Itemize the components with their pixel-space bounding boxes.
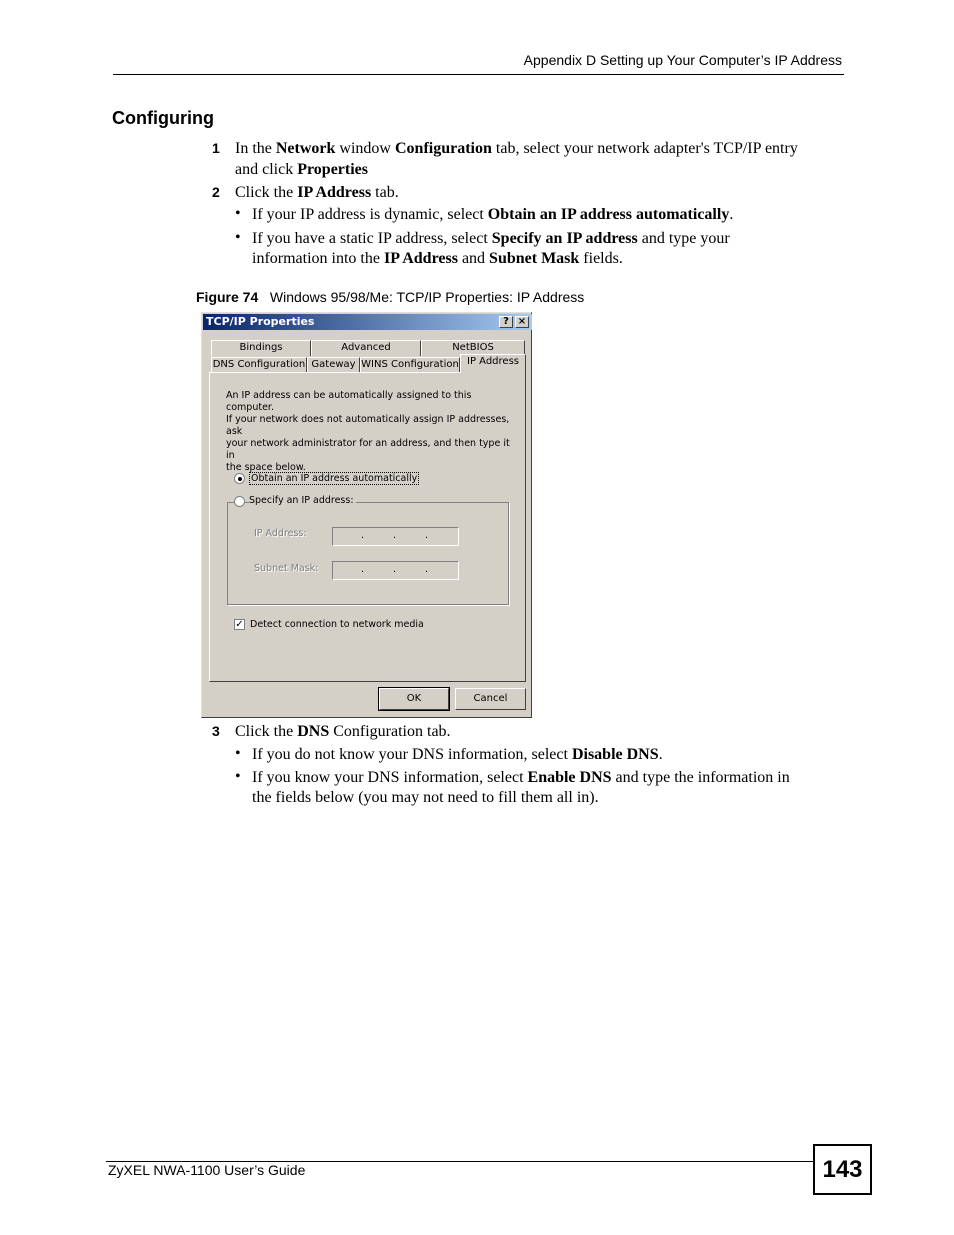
tcpip-properties-dialog (201, 312, 532, 718)
description-line: your network administrator for an address, and then type it in (226, 438, 510, 461)
radio-selected-dot (238, 477, 242, 481)
bullet-item-line-2: the fields below (you may not need to fill them all in). (252, 789, 599, 806)
text: tab. (371, 184, 399, 201)
subnet-mask-label: Subnet Mask: (254, 563, 319, 574)
bold-text: IP Address (297, 184, 372, 201)
bullet-item (252, 229, 730, 249)
text: window (335, 140, 395, 157)
radio-obtain-label[interactable]: Obtain an IP address automatically (251, 473, 418, 484)
subnet-mask-field[interactable] (332, 561, 459, 580)
bullet-marker: • (235, 745, 241, 762)
text: tab, select your network adapter's TCP/IP entry (491, 140, 798, 157)
figure-label: Figure 74 (196, 289, 259, 305)
cancel-button[interactable]: Cancel (455, 688, 526, 710)
bold-text: Network (275, 140, 336, 157)
dialog-title: TCP/IP Properties (206, 315, 315, 328)
header-rule (113, 74, 844, 75)
text: Click the (235, 723, 298, 740)
radio-obtain-ip[interactable] (234, 473, 245, 484)
text: and type the information in (611, 769, 790, 786)
text: If you have a static IP address, select (252, 230, 492, 247)
bold-text: Specify an IP address (491, 230, 638, 247)
help-button[interactable]: ? (499, 316, 513, 328)
text: and click (235, 161, 298, 178)
tab-ip-address[interactable]: IP Address (460, 354, 526, 373)
section-title: Configuring (112, 108, 214, 128)
figure-caption-text: Windows 95/98/Me: TCP/IP Properties: IP Address (269, 289, 585, 305)
text: . (729, 206, 734, 223)
step-number: 3 (212, 723, 220, 739)
specify-ip-groupbox (227, 502, 509, 605)
tab-dns-configuration[interactable]: DNS Configuration (211, 357, 307, 373)
step-1-line-2 (235, 159, 368, 180)
close-button[interactable]: × (515, 316, 529, 328)
detect-media-label[interactable]: Detect connection to network media (250, 619, 424, 630)
ip-address-field[interactable] (332, 527, 459, 546)
text: and (457, 250, 490, 267)
bold-text: Subnet Mask (489, 250, 580, 267)
description-line: If your network does not automatically assign IP addresses, ask (226, 414, 510, 437)
octet-separator: . (393, 530, 397, 541)
octet-separator: . (393, 564, 397, 575)
bold-text: DNS (297, 723, 330, 740)
tab-gateway[interactable]: Gateway (307, 357, 360, 373)
text: If you know your DNS information, select (252, 769, 528, 786)
bold-text: Disable DNS (571, 746, 659, 763)
radio-specify-ip[interactable] (234, 496, 245, 507)
step-3-text (235, 721, 451, 742)
step-2-text (235, 182, 399, 203)
text: Click the (235, 184, 298, 201)
text: fields. (579, 250, 623, 267)
text: In the (235, 140, 276, 157)
bold-text: Configuration (394, 140, 492, 157)
running-header: Appendix D Setting up Your Computer’s IP Address (523, 52, 842, 68)
text: If you do not know your DNS information, select (252, 746, 572, 763)
bold-text: Enable DNS (527, 769, 612, 786)
bullet-item (252, 768, 790, 788)
page-number: 143 (813, 1144, 872, 1195)
bullet-item (252, 745, 663, 765)
figure-caption (196, 289, 584, 305)
tab-wins-configuration[interactable]: WINS Configuration (360, 357, 460, 373)
text: and type your (637, 230, 730, 247)
radio-specify-label[interactable]: Specify an IP address: (249, 495, 354, 506)
bullet-marker: • (235, 205, 241, 222)
step-number: 1 (212, 140, 220, 156)
footer-guide-title: ZyXEL NWA-1100 User’s Guide (108, 1162, 306, 1178)
bullet-item (252, 205, 733, 225)
tab-netbios[interactable]: NetBIOS (421, 340, 525, 356)
tab-bindings[interactable]: Bindings (211, 340, 311, 356)
dialog-description (226, 390, 516, 474)
octet-separator: . (425, 564, 429, 575)
bullet-marker: • (235, 229, 241, 246)
description-line: An IP address can be automatically assigned to this computer. (226, 390, 472, 413)
ok-button[interactable]: OK (379, 688, 449, 710)
ip-address-label: IP Address: (254, 528, 307, 539)
bold-text: IP Address (383, 250, 458, 267)
tab-advanced[interactable]: Advanced (311, 340, 421, 356)
text: . (658, 746, 663, 763)
bold-text: Properties (297, 161, 368, 178)
description-line: the space below. (226, 462, 306, 473)
step-number: 2 (212, 184, 220, 200)
detect-media-checkbox[interactable]: ✓ (235, 619, 244, 630)
text: Configuration tab. (329, 723, 451, 740)
dialog-titlebar (203, 314, 532, 330)
bold-text: Obtain an IP address automatically (487, 206, 730, 223)
octet-separator: . (361, 530, 365, 541)
octet-separator: . (361, 564, 365, 575)
bullet-marker: • (235, 768, 241, 785)
text: If your IP address is dynamic, select (252, 206, 488, 223)
text: information into the (252, 250, 384, 267)
octet-separator: . (425, 530, 429, 541)
bullet-item-line-2 (252, 249, 623, 269)
step-1-line-1 (235, 138, 798, 159)
